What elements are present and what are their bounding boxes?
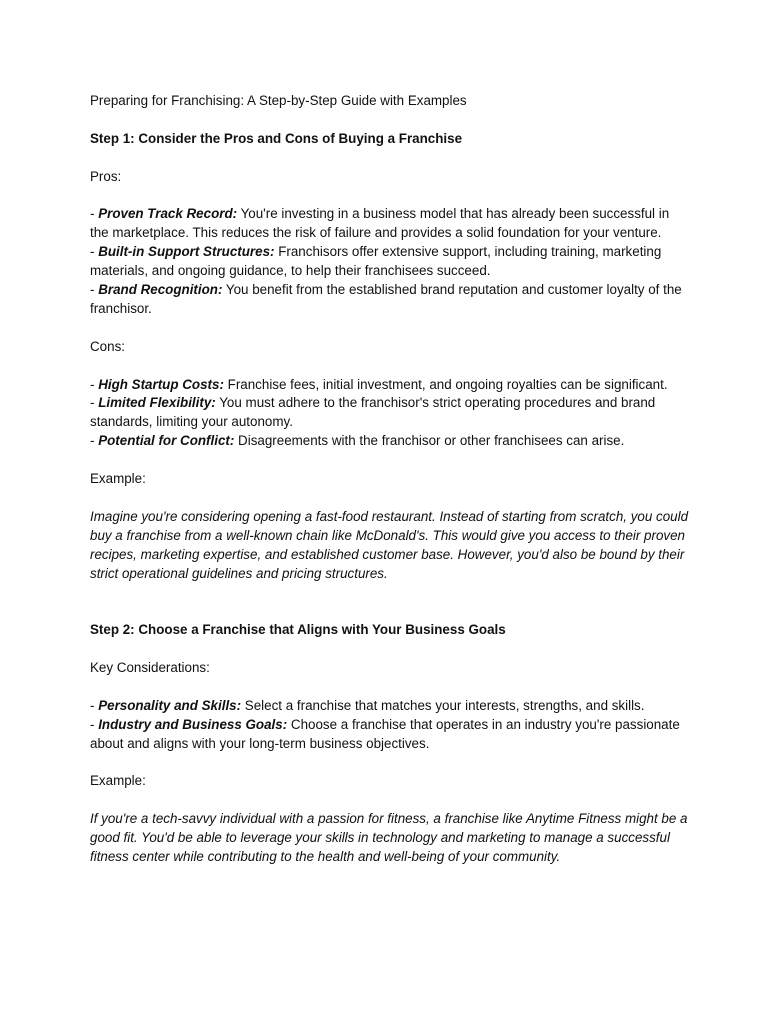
cons-item-label: Potential for Conflict: [98,433,235,449]
pros-item-text: You benefit from the established brand reputation and customer loyalty of the franchisor. [90,282,682,316]
pros-item-text: You're investing in a business model that has already been successful in the marketplace. This reduces the risk of failure and provides a solid foundation for your venture. [90,206,670,241]
step-1-heading: Step 1: Consider the Pros and Cons of Buying a Franchise [90,130,463,146]
pros-item-text: Franchisors offer extensive support, including training, marketing materials, and ongoing guidance, to help their franchisees succeed. [90,244,662,279]
step-2-example-text: If you're a tech-savvy individual with a passion for fitness, a franchise like Anytime Fitness might be a good fit. You'd be able to leverage your skills in technology and marketing to manage a successful fitness center while contributing to the health and well-being of your community. [90,811,688,865]
document-title: Preparing for Franchising: A Step-by-Step Guide with Examples [90,93,467,108]
consideration-item-label: Industry and Business Goals: [98,716,288,732]
pros-item [90,281,690,319]
cons-label: Cons: [90,338,125,354]
bullet-prefix: - [90,395,99,411]
bullet-prefix: - [90,206,99,222]
cons-item-label: Limited Flexibility: [98,395,216,411]
example-label: Example: [90,471,146,487]
bullet-prefix: - [90,716,99,732]
cons-item-text: Franchise fees, initial investment, and ongoing royalties can be significant. [223,376,668,392]
cons-item [90,394,690,432]
pros-item-label: Proven Track Record: [98,206,238,222]
bullet-prefix: - [90,376,99,392]
bullet-prefix: - [90,433,99,449]
cons-item-text: You must adhere to the franchisor's strict operating procedures and brand standards, limiting your autonomy. [90,395,656,430]
bullet-prefix: - [90,282,99,298]
cons-item-label: High Startup Costs: [98,376,224,392]
consideration-item-label: Personality and Skills: [98,697,242,713]
consideration-item [90,716,690,754]
example-label: Example: [90,773,146,789]
consideration-item-text: Choose a franchise that operates in an industry you're passionate about and aligns with your long-term business objectives. [90,716,680,751]
key-considerations-label: Key Considerations: [90,660,210,676]
cons-item-text: Disagreements with the franchisor or other franchisees can arise. [234,433,625,449]
pros-item [90,205,690,243]
document-body [90,92,690,867]
step-1-example-text: Imagine you're considering opening a fast-food restaurant. Instead of starting from scratch, you could buy a franchise from a well-known chain like McDonald's. This would give you access to their proven recipes, marketing expertise, and established customer base. However, you'd also be bound by their strict operational guidelines and pricing structures. [90,508,689,581]
cons-item [90,432,690,451]
consideration-item-text: Select a franchise that matches your interests, strengths, and skills. [241,697,645,713]
pros-item [90,243,690,281]
pros-item-label: Brand Recognition: [98,282,223,298]
bullet-prefix: - [90,697,99,713]
pros-item-label: Built-in Support Structures: [98,244,275,260]
consideration-item [90,697,690,716]
bullet-prefix: - [90,244,99,260]
cons-item [90,376,690,395]
pros-label: Pros: [90,168,122,184]
step-2-heading: Step 2: Choose a Franchise that Aligns with Your Business Goals [90,622,506,638]
